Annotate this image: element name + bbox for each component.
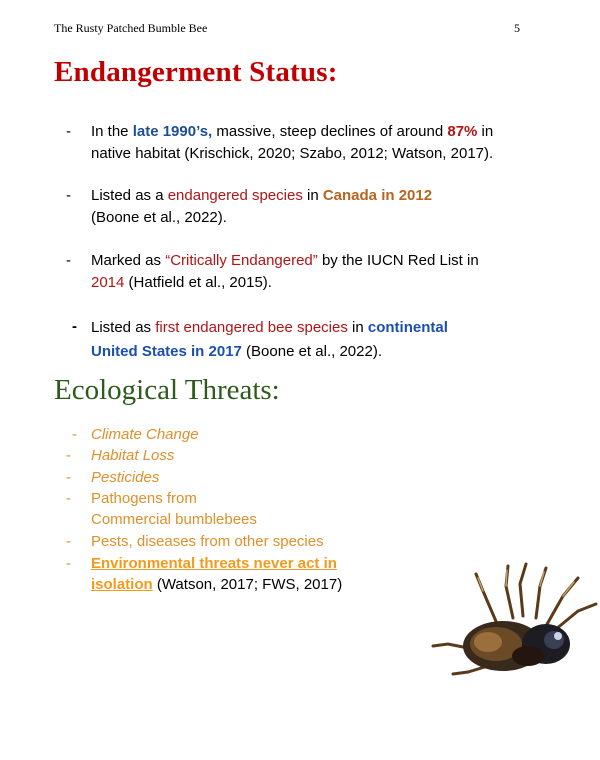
page-number: 5: [514, 21, 520, 35]
bumble-bee-illustration: [428, 556, 600, 678]
status-bullet-1: In the late 1990’s, massive, steep declines of around 87% in native habitat (Krischick, 2020; Szabo, 2012; Watson, 2017).: [91, 123, 494, 162]
threat-pathogens: Pathogens from Commercial bumblebees: [91, 490, 257, 528]
bullet-dash: -: [72, 426, 77, 443]
bullet-dash: -: [66, 187, 71, 204]
threat-climate-change: Climate Change: [91, 426, 199, 443]
threats-heading: Ecological Threats:: [54, 374, 280, 406]
threat-pests: Pests, diseases from other species: [91, 533, 324, 550]
threat-isolation: Environmental threats never act in isolation (Watson, 2017; FWS, 2017): [91, 555, 343, 593]
status-bullet-2: Listed as a endangered species in Canada in 2012 (Boone et al., 2022).: [91, 187, 433, 226]
bullet-dash: -: [66, 123, 71, 140]
threat-pesticides: Pesticides: [91, 469, 160, 486]
status-bullet-4: Listed as first endangered bee species in continental United States in 2017 (Boone et al., 2022).: [91, 319, 448, 360]
threat-habitat-loss: Habitat Loss: [91, 447, 175, 464]
bullet-dash: -: [66, 490, 71, 507]
page-header: [54, 21, 520, 39]
bullet-dash: -: [66, 555, 71, 572]
bullet-dash: -: [66, 252, 71, 269]
endangerment-heading: Endangerment Status:: [54, 56, 338, 88]
bullet-dash: -: [66, 447, 71, 464]
status-bullet-3: Marked as “Critically Endangered” by the IUCN Red List in 2014 (Hatfield et al., 2015).: [91, 252, 479, 291]
bullet-dash: -: [66, 533, 71, 550]
bullet-dash: -: [72, 318, 77, 335]
running-title: The Rusty Patched Bumble Bee: [54, 21, 208, 35]
bullet-dash: -: [66, 469, 71, 486]
